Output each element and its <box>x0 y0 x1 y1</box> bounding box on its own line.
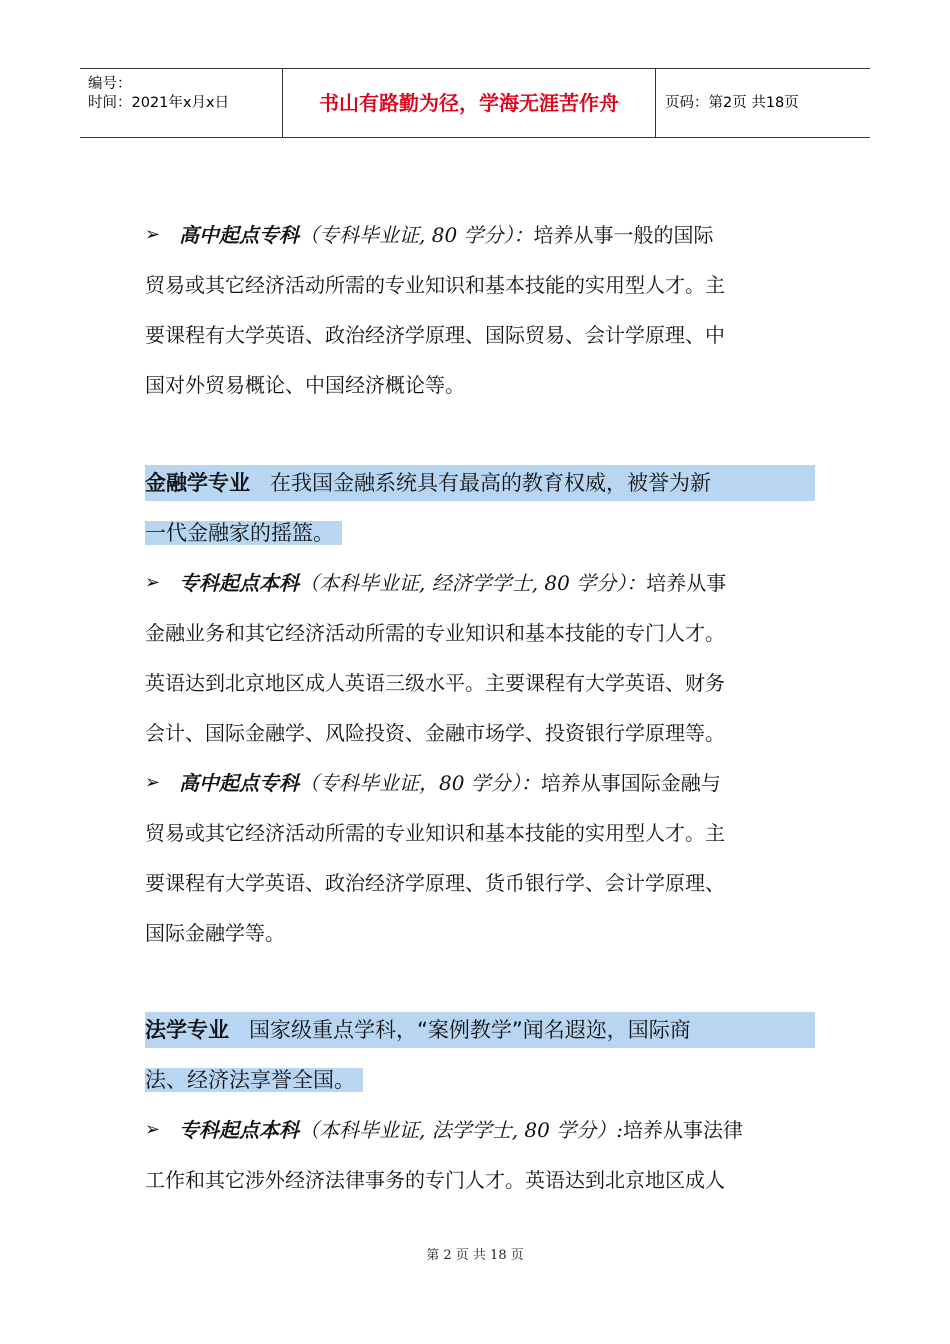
text-line: 贸易或其它经济活动所需的专业知识和基本技能的实用型人才。主 <box>145 273 725 297</box>
page-footer: 第 2 页 共 18 页 <box>426 1248 524 1263</box>
number-label: 编号： <box>88 76 132 92</box>
program-credential: （专科毕业证, 80 学分）： <box>299 223 534 247</box>
text-line: 贸易或其它经济活动所需的专业知识和基本技能的实用型人才。主 <box>145 821 725 845</box>
bullet-line <box>145 758 810 808</box>
bullet-line <box>145 1105 810 1155</box>
header-motto: 书山有路勤为径，学海无涯苦作舟 <box>283 69 656 137</box>
text-line: 会计、国际金融学、风险投资、金融市场学、投资银行学原理等。 <box>145 721 725 745</box>
major-desc: 国家级重点学科，“案例教学”闻名遐迩，国际商 <box>249 1018 691 1042</box>
major-name: 金融学专业 <box>145 471 250 495</box>
program-desc: 培养从事一般的国际 <box>533 223 714 247</box>
text-line: 国际金融学等。 <box>145 921 285 945</box>
header-meta-cell <box>80 69 283 137</box>
time-label: 时间：2021年x月x日 <box>88 95 230 111</box>
major-desc: 一代金融家的摇篮。 <box>145 521 342 545</box>
arrow-bullet-icon: ➢ <box>145 572 161 593</box>
bullet-line <box>145 210 810 260</box>
text-line: 要课程有大学英语、政治经济学原理、货币银行学、会计学原理、 <box>145 871 725 895</box>
text-line: 英语达到北京地区成人英语三级水平。主要课程有大学英语、财务 <box>145 671 725 695</box>
program-title: 专科起点本科 <box>179 571 299 595</box>
text-line: 金融业务和其它经济活动所需的专业知识和基本技能的专门人才。 <box>145 621 725 645</box>
major-desc: 在我国金融系统具有最高的教育权威，被誉为新 <box>270 471 712 495</box>
program-desc: 培养从事法律 <box>622 1118 743 1142</box>
program-credential: （专科毕业证，80 学分）： <box>299 771 541 795</box>
program-credential: （本科毕业证, 经济学学士, 80 学分）： <box>299 571 647 595</box>
text-line: 要课程有大学英语、政治经济学原理、国际贸易、会计学原理、中 <box>145 323 725 347</box>
program-desc: 培养从事 <box>646 571 727 595</box>
law-major-heading <box>145 1012 810 1112</box>
header-page-info: 页码：第2页 共18页 <box>665 95 799 111</box>
page-header <box>80 68 870 138</box>
major-name: 法学专业 <box>145 1018 229 1042</box>
section-trade-junior <box>145 210 810 410</box>
bullet-line <box>145 558 810 608</box>
text-line: 国对外贸易概论、中国经济概论等。 <box>145 373 465 397</box>
arrow-bullet-icon: ➢ <box>145 1119 161 1140</box>
major-desc: 法、经济法享誉全国。 <box>145 1068 363 1092</box>
program-credential: （本科毕业证, 法学学士, 80 学分）: <box>299 1118 623 1142</box>
program-title: 高中起点专科 <box>179 771 299 795</box>
program-title: 高中起点专科 <box>179 223 299 247</box>
arrow-bullet-icon: ➢ <box>145 772 161 793</box>
section-law-bachelor <box>145 1105 810 1205</box>
text-line: 工作和其它涉外经济法律事务的专门人才。英语达到北京地区成人 <box>145 1168 725 1192</box>
finance-major-heading <box>145 465 810 565</box>
arrow-bullet-icon: ➢ <box>145 224 161 245</box>
program-desc: 培养从事国际金融与 <box>540 771 721 795</box>
program-title: 专科起点本科 <box>179 1118 299 1142</box>
section-finance-bachelor <box>145 558 810 958</box>
